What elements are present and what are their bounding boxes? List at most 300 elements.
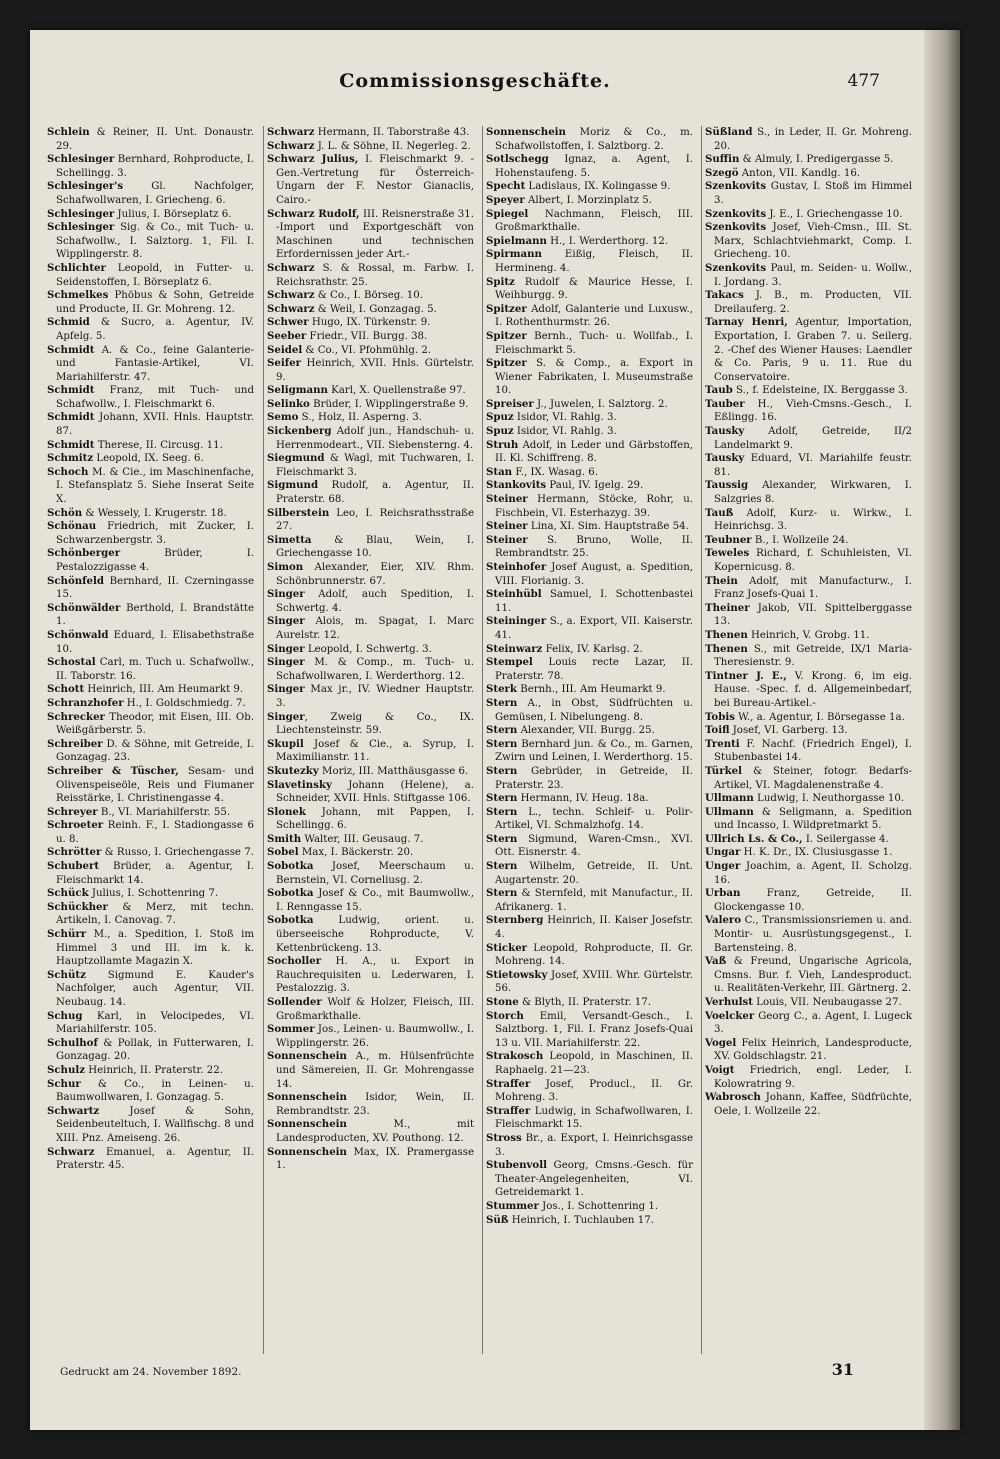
directory-entry xyxy=(702,833,915,847)
entry-name: Sonnenschein xyxy=(267,1118,347,1131)
directory-entry xyxy=(44,411,257,438)
directory-entry xyxy=(483,479,696,493)
entry-details: Bernhard, II. Czerningasse 15. xyxy=(56,575,254,601)
entry-name: Stern xyxy=(486,860,518,873)
entry-details: & Blyth, II. Praterstr. 17. xyxy=(518,997,651,1008)
directory-columns xyxy=(44,126,920,1354)
entry-details: Leopold, in Maschinen, II. Raphaelg. 21—23. xyxy=(495,1051,693,1076)
entry-name: Selinko xyxy=(267,397,310,410)
entry-details: Br., a. Export, I. Heinrichsgasse 3. xyxy=(495,1132,693,1158)
entry-details: Anton, VII. Kandlg. 16. xyxy=(738,167,861,179)
entry-details: Agentur, Importation, Exportation, I. Graben 7. u. Seilerg. 2. -Chef des Wiener Hauses: Laendler & Co. Paris, 9 u. 11. Rue du Conservatoire. xyxy=(714,317,912,383)
entry-details: F. Nachf. (Friedrich Engel), I. Stubenbastei 14. xyxy=(714,738,912,764)
entry-details: Gustav, I. Stoß im Himmel 3. xyxy=(714,181,912,206)
entry-name: Szenkovits xyxy=(705,207,767,220)
entry-name: Sigmund xyxy=(267,479,319,492)
entry-details: Hermann, IV. Heug. 18a. xyxy=(517,793,649,805)
directory-entry xyxy=(264,140,477,154)
entry-name: Sobel xyxy=(267,846,299,859)
entry-name: Spitzer xyxy=(486,357,527,370)
directory-entry xyxy=(483,643,696,657)
entry-name: Schroeter xyxy=(47,819,104,832)
directory-entry xyxy=(702,479,915,506)
entry-details: Alois, m. Spagat, I. Marc Aurelstr. 12. xyxy=(276,616,474,641)
directory-entry xyxy=(44,575,257,602)
entry-details: Felix, IV. Karlsg. 2. xyxy=(542,643,643,655)
entry-name: Schmidt xyxy=(47,411,95,424)
entry-name: Schlesinger xyxy=(47,207,115,220)
entry-details: D. & Söhne, mit Getreide, I. Gonzagag. 23. xyxy=(56,738,254,764)
entry-name: Valero xyxy=(705,914,742,927)
entry-name: Schwarz xyxy=(267,302,315,315)
directory-entry xyxy=(483,615,696,642)
directory-entry xyxy=(264,1118,477,1145)
entry-name: Schoch xyxy=(47,465,89,478)
entry-name: Schütz xyxy=(47,968,86,981)
directory-entry xyxy=(44,629,257,656)
entry-details: F., IX. Wasag. 6. xyxy=(512,466,598,478)
directory-entry xyxy=(44,1010,257,1037)
entry-details: Karl, X. Quellenstraße 97. xyxy=(327,385,466,397)
entry-name: Stern xyxy=(486,805,518,818)
entry-name: Schmitz xyxy=(47,452,94,465)
directory-entry xyxy=(702,724,915,738)
directory-entry xyxy=(483,303,696,330)
entry-details: Adolf jun., Handschuh- u. Herrenmodeart., VII. Siebensterng. 4. xyxy=(276,426,474,451)
directory-entry xyxy=(702,860,915,887)
directory-entry xyxy=(702,643,915,670)
directory-entry xyxy=(264,738,477,765)
directory-entry xyxy=(702,629,915,643)
entry-name: Schwartz xyxy=(47,1104,100,1117)
directory-entry xyxy=(44,738,257,765)
entry-name: Slavetinsky xyxy=(267,778,332,791)
entry-name: Singer xyxy=(267,683,305,696)
entry-name: Sonnenschein xyxy=(486,126,566,138)
directory-entry xyxy=(264,683,477,710)
directory-entry xyxy=(44,928,257,969)
directory-entry xyxy=(264,126,477,140)
entry-details: Josef, Vieh-Cmsn., III. St. Marx, Schlachtviehmarkt, Comp. I. Griecheng. 10. xyxy=(714,222,912,261)
entry-name: Steiner xyxy=(486,493,528,506)
directory-entry xyxy=(483,942,696,969)
entry-details: Johann, mit Pappen, I. Schellingg. 6. xyxy=(276,806,474,832)
entry-name: Schlein xyxy=(47,126,90,138)
entry-name: Steiner xyxy=(486,533,528,546)
directory-entry xyxy=(702,221,915,262)
entry-details: Josef, VI. Garberg. 13. xyxy=(729,725,848,737)
entry-details: & Blau, Wein, I. Griechengasse 10. xyxy=(276,534,474,560)
directory-entry xyxy=(264,615,477,642)
directory-entry xyxy=(44,153,257,180)
entry-name: Türkel xyxy=(705,764,742,777)
entry-details: Samuel, I. Schottenbastei 11. xyxy=(495,589,693,614)
page-title: Commissionsgeschäfte. xyxy=(339,70,611,92)
entry-details: A. & Co., feine Galanterie- und Fantasie-Artikel, VI. Mariahilferstr. 47. xyxy=(56,344,254,383)
directory-entry xyxy=(702,955,915,996)
entry-name: Specht xyxy=(486,180,526,193)
directory-entry xyxy=(483,697,696,724)
directory-entry xyxy=(483,561,696,588)
directory-entry xyxy=(702,208,915,222)
entry-name: Schmidt xyxy=(47,343,95,356)
directory-entry xyxy=(44,384,257,411)
entry-details: Heinrich, II. Kaiser Josefstr. 4. xyxy=(495,915,693,941)
directory-entry xyxy=(702,602,915,629)
directory-entry xyxy=(264,914,477,955)
entry-details: Julius, I. Börseplatz 6. xyxy=(114,208,232,220)
entry-name: Schürr xyxy=(47,928,87,941)
directory-entry xyxy=(264,1023,477,1050)
directory-entry xyxy=(483,996,696,1010)
directory-entry xyxy=(264,384,477,398)
directory-entry xyxy=(483,194,696,208)
directory-entry xyxy=(702,547,915,574)
entry-name: Spitzer xyxy=(486,329,527,342)
directory-entry xyxy=(264,208,477,262)
entry-name: Thenen xyxy=(705,628,748,641)
entry-details: Johann, Kaffee, Südfrüchte, Oele, I. Wollzeile 22. xyxy=(714,1092,912,1117)
directory-entry xyxy=(264,262,477,289)
entry-details: Georg C., a. Agent, I. Lugeck 3. xyxy=(714,1010,912,1036)
entry-name: Süßland xyxy=(705,126,753,138)
entry-name: Trenti xyxy=(705,737,740,750)
directory-entry xyxy=(44,466,257,507)
entry-name: Thein xyxy=(705,574,738,587)
entry-name: Schlesinger's xyxy=(47,180,124,193)
entry-name: Singer xyxy=(267,642,305,655)
entry-details: Adolf, mit Manufacturw., I. Franz Josefs-Quai 1. xyxy=(714,575,912,601)
directory-entry xyxy=(702,507,915,534)
entry-details: M. & Cie., im Maschinenfache, I. Stefansplatz 5. Siehe Inserat Seite X. xyxy=(56,466,254,506)
directory-entry xyxy=(483,969,696,996)
entry-details: & Merz, mit techn. Artikeln, I. Canovag. 7. xyxy=(56,901,254,927)
directory-entry xyxy=(264,806,477,833)
entry-name: Schott xyxy=(47,683,85,696)
directory-entry xyxy=(702,126,915,153)
entry-details: Louis, VII. Neubaugasse 27. xyxy=(752,997,902,1008)
entry-details: Franz, Getreide, II. Glockengasse 10. xyxy=(714,888,912,913)
entry-name: Stern xyxy=(486,724,518,737)
directory-entry xyxy=(44,262,257,289)
entry-details: Friedrich, mit Zucker, I. Schwarzenbergstr. 3. xyxy=(56,521,254,546)
entry-details: Julius, I. Schottenring 7. xyxy=(88,888,219,900)
entry-details: Leo, I. Reichsrathsstraße 27. xyxy=(276,507,474,533)
directory-entry xyxy=(264,534,477,561)
entry-details: Adolf, auch Spedition, I. Schwertg. 4. xyxy=(276,589,474,614)
directory-entry xyxy=(483,860,696,887)
entry-name: Stankovits xyxy=(486,479,547,492)
entry-name: Szenkovits xyxy=(705,261,767,274)
directory-entry xyxy=(264,1050,477,1091)
entry-name: Stummer xyxy=(486,1199,539,1212)
entry-details: A., in Obst, Südfrüchten u. Gemüsen, I. Nibelungeng. 8. xyxy=(495,697,693,723)
entry-details: Alexander, Eier, XIV. Rhm. Schönbrunnerstr. 67. xyxy=(276,562,474,587)
entry-name: Semo xyxy=(267,411,299,424)
entry-name: Sonnenschein xyxy=(267,1050,347,1063)
directory-entry xyxy=(44,547,257,574)
directory-entry xyxy=(702,398,915,425)
directory-entry xyxy=(44,439,257,453)
directory-entry xyxy=(44,316,257,343)
entry-name: Ullmann xyxy=(705,792,754,805)
entry-name: Spitz xyxy=(486,275,515,288)
entry-details: Phöbus & Sohn, Getreide und Producte, II. Gr. Mohreng. 12. xyxy=(56,290,254,315)
directory-entry xyxy=(483,765,696,792)
entry-details: C., Transmissionsriemen u. and. Montir- u. Ausrüstungsgegenst., I. Bartensteing. 8. xyxy=(714,915,912,954)
entry-name: Schreiber & Tüscher, xyxy=(47,764,179,777)
entry-details: Josef & Sohn, Seidenbeuteltuch, I. Wallfischg. 8 und XIII. Pnz. Ameiseng. 26. xyxy=(56,1105,254,1144)
directory-entry xyxy=(264,153,477,207)
directory-entry xyxy=(44,887,257,901)
entry-name: Vaß xyxy=(705,955,727,968)
entry-details: S., f. Edelsteine, IX. Berggasse 3. xyxy=(732,385,908,397)
entry-details: Theodor, mit Eisen, III. Ob. Weißgärberstr. 5. xyxy=(56,711,254,737)
directory-entry xyxy=(44,819,257,846)
directory-entry xyxy=(264,711,477,738)
directory-entry xyxy=(702,1037,915,1064)
entry-name: Stern xyxy=(486,887,518,900)
entry-name: Schönwald xyxy=(47,628,109,641)
entry-details: Leopold, I. Schwertg. 3. xyxy=(304,643,432,655)
directory-entry xyxy=(44,1146,257,1173)
directory-entry xyxy=(264,425,477,452)
entry-details: Eduard, VI. Mariahilfe feustr. 81. xyxy=(714,453,912,478)
entry-name: Schönwälder xyxy=(47,601,121,614)
entry-name: Schranzhofer xyxy=(47,696,124,709)
entry-details: S. Bruno, Wolle, II. Rembrandtstr. 25. xyxy=(495,534,693,560)
directory-entry xyxy=(483,656,696,683)
directory-entry xyxy=(44,602,257,629)
entry-details: S. & Comp., a. Export in Wiener Fabrikaten, I. Museumstraße 10. xyxy=(495,358,693,397)
entry-details: Therese, II. Circusg. 11. xyxy=(94,439,223,451)
entry-details: S. & Rossal, m. Farbw. I. Reichsrathstr. 25. xyxy=(276,262,474,288)
entry-name: Suffin xyxy=(705,153,740,166)
entry-name: Seligmann xyxy=(267,384,328,397)
entry-details: Rudolf, a. Agentur, II. Praterstr. 68. xyxy=(276,480,474,506)
directory-entry xyxy=(702,738,915,765)
directory-entry xyxy=(264,643,477,657)
directory-entry xyxy=(483,208,696,235)
directory-entry xyxy=(702,1091,915,1118)
entry-name: Sickenberg xyxy=(267,425,332,438)
directory-entry xyxy=(483,425,696,439)
entry-details: Berthold, I. Brandstätte 1. xyxy=(56,602,254,628)
directory-entry xyxy=(264,561,477,588)
directory-entry xyxy=(483,520,696,534)
entry-details: Gl. Nachfolger, Schafwollwaren, I. Griecheng. 6. xyxy=(56,181,254,206)
entry-name: Sobotka xyxy=(267,860,314,873)
directory-entry xyxy=(44,697,257,711)
entry-name: Struh xyxy=(486,438,519,451)
entry-name: Straffer xyxy=(486,1104,531,1117)
directory-entry xyxy=(264,955,477,996)
entry-details: Felix Heinrich, Landesproducte, XV. Goldschlagstr. 21. xyxy=(714,1037,912,1063)
entry-details: J. L. & Söhne, II. Negerleg. 2. xyxy=(314,140,471,152)
entry-name: Tauber xyxy=(705,397,745,410)
entry-name: Ullrich Ls. & Co., xyxy=(705,832,803,845)
entry-name: Schrecker xyxy=(47,710,105,723)
entry-details: B., I. Wollzeile 24. xyxy=(751,534,849,546)
entry-details: M., a. Spedition, I. Stoß im Himmel 3 und III. im k. k. Hauptzollamte Magazin X. xyxy=(56,929,254,968)
entry-details: Heinrich, II. Praterstr. 22. xyxy=(85,1064,223,1076)
entry-details: S., in Leder, II. Gr. Mohreng. 20. xyxy=(714,127,912,152)
entry-name: Sotlschegg xyxy=(486,153,549,166)
entry-name: Schönberger xyxy=(47,547,121,560)
entry-details: Josef August, a. Spedition, VIII. Florianig. 3. xyxy=(495,562,693,587)
directory-entry xyxy=(264,588,477,615)
entry-details: H., I. Goldschmiedg. 7. xyxy=(123,697,246,709)
entry-details: Friedr., VII. Burgg. 38. xyxy=(306,330,428,342)
entry-details: Eißig, Fleisch, II. Hermineng. 4. xyxy=(495,249,693,274)
directory-entry xyxy=(483,683,696,697)
entry-details: Josef, Producl., II. Gr. Mohreng. 3. xyxy=(495,1078,693,1104)
entry-details: Walter, III. Geusaug. 7. xyxy=(301,833,424,845)
entry-details: Carl, m. Tuch u. Schafwollw., II. Taborstr. 16. xyxy=(56,657,254,682)
entry-name: Ungar xyxy=(705,846,741,859)
entry-details: Nachmann, Fleisch, III. Großmarkthalle. xyxy=(495,208,693,234)
directory-entry xyxy=(702,384,915,398)
directory-entry xyxy=(702,996,915,1010)
directory-entry xyxy=(483,1214,696,1228)
entry-name: Seeber xyxy=(267,329,307,342)
entry-name: Sollender xyxy=(267,996,322,1008)
entry-details: Sigmund E. Kauder's Nachfolger, auch Agentur, VII. Neubaug. 14. xyxy=(56,969,254,1008)
entry-name: Tauß xyxy=(705,506,734,519)
entry-details: Sigmund, Waren-Cmsn., XVI. Ott. Eisnerstr. 4. xyxy=(495,833,693,859)
entry-details: Wilhelm, Getreide, II. Unt. Augartenstr. 20. xyxy=(495,861,693,886)
directory-entry xyxy=(264,833,477,847)
entry-details: V. Krong. 6, im eig. Hause. -Spec. f. d. Allgemeinbedarf, bei Bureau-Artikel.- xyxy=(714,670,912,709)
entry-name: Spreiser xyxy=(486,397,534,410)
directory-entry xyxy=(44,969,257,1010)
entry-name: Szegö xyxy=(705,166,739,179)
entry-details: J. E., I. Griechengasse 10. xyxy=(766,208,903,220)
directory-column-1 xyxy=(44,126,257,1354)
entry-name: Vogel xyxy=(705,1036,737,1049)
directory-entry xyxy=(264,887,477,914)
entry-name: Taussig xyxy=(705,479,749,492)
entry-details: Bernhard, Rohproducte, I. Schellingg. 3. xyxy=(56,154,254,179)
page-footer xyxy=(30,1360,920,1390)
entry-name: Schwarz xyxy=(267,261,315,274)
directory-entry xyxy=(702,575,915,602)
entry-details: & Co., I. Börseg. 10. xyxy=(314,290,423,302)
directory-entry xyxy=(483,1010,696,1051)
directory-entry xyxy=(264,846,477,860)
entry-details: J., Juwelen, I. Salztorg. 2. xyxy=(533,398,668,410)
entry-details: Brüder, a. Agentur, I. Fleischmarkt 14. xyxy=(56,861,254,886)
entry-details: Leopold, in Futter- u. Seidenstoffen, I. Börseplatz 6. xyxy=(56,262,254,288)
entry-name: Tobis xyxy=(705,710,735,723)
directory-entry xyxy=(264,289,477,303)
directory-entry xyxy=(702,670,915,711)
entry-name: Schwarz xyxy=(267,289,315,302)
directory-entry xyxy=(44,711,257,738)
entry-name: Stone xyxy=(486,996,519,1008)
entry-name: Steininger xyxy=(486,615,547,628)
entry-details: Georg, Cmsns.-Gesch. für Theater-Angelegenheiten, VI. Getreidemarkt 1. xyxy=(495,1160,693,1199)
entry-name: Voigt xyxy=(705,1063,735,1076)
directory-entry xyxy=(483,724,696,738)
entry-name: Sticker xyxy=(486,941,528,954)
directory-entry xyxy=(702,887,915,914)
entry-name: Schostal xyxy=(47,656,96,669)
entry-details: Josef & Co., mit Baumwollw., I. Renngasse 15. xyxy=(276,888,474,913)
entry-name: Steinhübl xyxy=(486,588,542,601)
entry-details: Johann (Helene), a. Schneider, XVII. Hnls. Stiftgasse 106. xyxy=(276,779,474,805)
entry-name: Schur xyxy=(47,1077,81,1090)
entry-name: Urban xyxy=(705,887,741,900)
directory-entry xyxy=(483,493,696,520)
directory-entry xyxy=(264,779,477,806)
page-number: 477 xyxy=(847,71,880,91)
entry-details: Johann, XVII. Hnls. Hauptstr. 87. xyxy=(56,412,254,438)
entry-name: Skupil xyxy=(267,737,304,750)
entry-name: Spirmann xyxy=(486,248,542,261)
entry-details: & Pollak, in Futterwaren, I. Gonzagag. 20. xyxy=(56,1037,254,1063)
entry-name: Tausky xyxy=(705,452,745,465)
entry-name: Schwarz xyxy=(47,1145,95,1158)
directory-entry xyxy=(264,303,477,317)
entry-details: Leopold, Rohproducte, II. Gr. Mohreng. 14. xyxy=(495,942,693,968)
entry-name: Sternberg xyxy=(486,914,544,927)
entry-name: Verhulst xyxy=(705,996,753,1008)
entry-name: Schug xyxy=(47,1009,83,1022)
entry-name: Voelcker xyxy=(705,1009,755,1022)
entry-name: Sobotka xyxy=(267,914,314,927)
entry-name: Tarnay Henri, xyxy=(705,316,788,329)
directory-entry xyxy=(702,534,915,548)
entry-details: A., m. Hülsenfrüchte und Sämereien, II. Gr. Mohrengasse 14. xyxy=(276,1051,474,1090)
entry-name: Teweles xyxy=(705,547,750,560)
directory-entry xyxy=(264,656,477,683)
entry-name: Singer xyxy=(267,710,305,723)
entry-name: Stern xyxy=(486,792,518,805)
directory-entry xyxy=(264,765,477,779)
directory-entry xyxy=(44,344,257,385)
entry-details: Hermann, II. Taborstraße 43. xyxy=(314,127,470,138)
entry-name: Schulz xyxy=(47,1063,86,1076)
entry-details: Friedrich, engl. Leder, I. Kolowratring 9. xyxy=(714,1064,912,1090)
entry-details: L., techn. Schleif- u. Polir-Artikel, VI. Schmalzhofg. 14. xyxy=(495,806,693,832)
entry-name: Storch xyxy=(486,1009,524,1022)
directory-entry xyxy=(483,153,696,180)
entry-details: Albert, I. Morzinplatz 5. xyxy=(524,194,652,206)
entry-name: Spielmann xyxy=(486,234,547,247)
entry-name: Sommer xyxy=(267,1023,315,1036)
entry-name: Schlesinger xyxy=(47,221,115,234)
entry-details: Isidor, VI. Rahlg. 3. xyxy=(513,426,617,438)
entry-details: Karl, in Velocipedes, VI. Mariahilferstr. 105. xyxy=(56,1010,254,1036)
entry-details: Ladislaus, IX. Kolingasse 9. xyxy=(525,181,671,193)
entry-details: Adolf, in Leder und Gärbstoffen, II. Kl. Schiffreng. 8. xyxy=(495,439,693,465)
entry-details: & Weil, I. Gonzagag. 5. xyxy=(314,303,437,315)
entry-name: Toifl xyxy=(705,724,730,737)
directory-entry xyxy=(702,846,915,860)
entry-name: Sonnenschein xyxy=(267,1145,347,1158)
entry-name: Straffer xyxy=(486,1077,531,1090)
entry-name: Stempel xyxy=(486,656,533,669)
entry-name: Süß xyxy=(486,1213,509,1226)
directory-entry xyxy=(702,711,915,725)
entry-details: Isidor, VI. Rahlg. 3. xyxy=(513,412,617,424)
entry-name: Schönau xyxy=(47,520,97,533)
entry-details: Jakob, VII. Spittelberggasse 13. xyxy=(714,602,912,628)
directory-entry xyxy=(702,180,915,207)
entry-details: Paul, IV. Igelg. 29. xyxy=(546,480,644,492)
entry-name: Schreiber xyxy=(47,737,103,750)
